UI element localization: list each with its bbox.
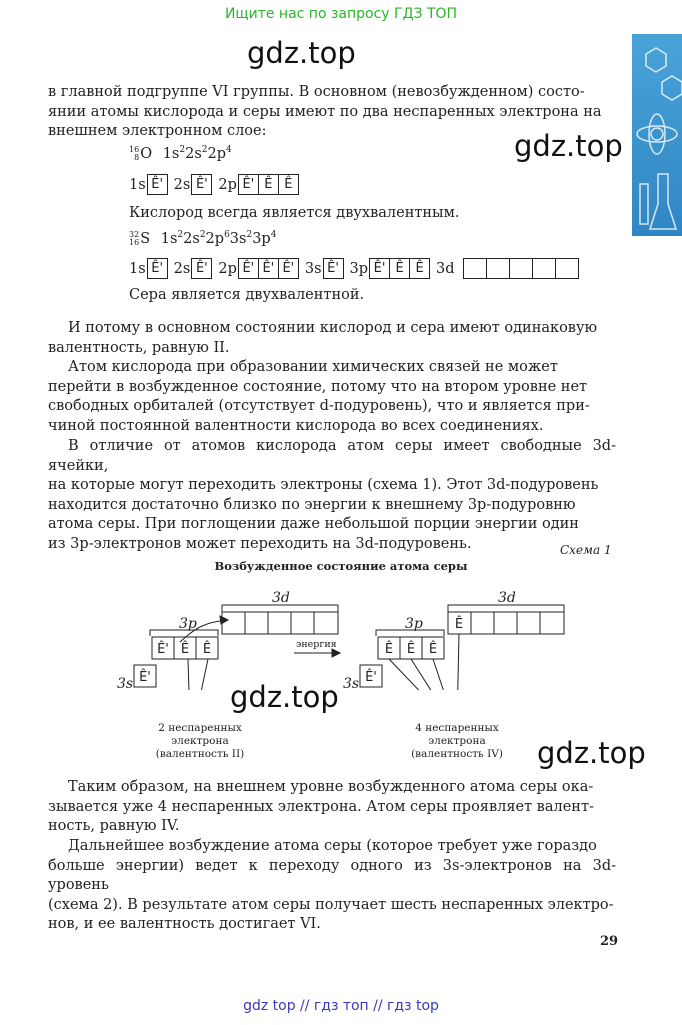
config-term: 3p — [252, 231, 271, 247]
orbital-cell: Ê' — [323, 258, 344, 279]
config-term: 2p — [207, 146, 227, 162]
note-line: (валентность II) — [155, 748, 245, 760]
paragraph — [48, 778, 616, 837]
oxygen-note: Кислород всегда является двухвалентным. — [129, 205, 460, 221]
config-exp: 2 — [199, 230, 206, 241]
scheme-cell: Ê' — [157, 642, 169, 657]
paragraph — [48, 837, 616, 935]
orbital-2s — [174, 258, 213, 279]
bracket-d-right — [448, 605, 564, 612]
orbital-cell — [509, 258, 533, 279]
orbital-label: 3d — [436, 260, 455, 277]
scheme-title: Возбужденное состояние атома серы — [214, 559, 468, 573]
page-number: 29 — [600, 934, 619, 949]
config-term: 2s — [185, 146, 202, 162]
text-line: свободных орбиталей (отсутствует d-подуровень), что и является при- — [48, 398, 590, 415]
text-line: Дальнейшее возбуждение атома серы (которое требует уже гораздо — [68, 838, 597, 854]
right-note — [392, 722, 522, 761]
orbital-cell: Ê' — [191, 258, 212, 279]
d-box-right — [448, 612, 564, 634]
orbital-label: 2p — [218, 176, 237, 193]
scheme-cell: Ê — [406, 642, 416, 657]
watermark: gdz.top — [247, 36, 356, 70]
sulfur-note: Сера является двухвалентной. — [129, 287, 365, 303]
orbital-cell: Ê' — [258, 258, 279, 279]
sulfur-symbol: S — [140, 231, 151, 247]
pointer-line — [411, 659, 453, 690]
note-line: 2 неспаренных — [158, 722, 242, 734]
text-line: внешнем электронном слое: — [48, 123, 267, 140]
text-line: нов, и ее валентность достигает VI. — [48, 916, 321, 933]
text-line: перейти в возбужденное состояние, потому что на втором уровне нет — [48, 378, 588, 395]
orbital-1s — [129, 258, 168, 279]
config-exp: 4 — [226, 145, 232, 156]
orbital-cell: Ê — [389, 258, 410, 279]
orbital-cell: Ê' — [238, 174, 259, 195]
oxygen-orbitals — [129, 174, 305, 195]
orbital-cell: Ê' — [278, 258, 299, 279]
sulfur-atomic-number: 16 — [129, 238, 140, 247]
config-exp: 2 — [246, 230, 253, 241]
text-line: В отличие от атомов кислорода атом серы имеет свободные 3d-ячейки, — [48, 438, 616, 474]
pointer-line — [188, 659, 190, 690]
orbital-label: 2p — [218, 260, 237, 277]
orbital-label: 1s — [129, 260, 146, 277]
text-line: ность, равную IV. — [48, 818, 180, 835]
orbital-cell — [555, 258, 579, 279]
orbital-label: 2s — [173, 176, 191, 193]
oxygen-atomic-number: 8 — [134, 153, 140, 162]
watermark: gdz.top — [514, 129, 623, 163]
config-term: 2p — [205, 231, 225, 247]
text-line: атома серы. При поглощении даже небольшой порции энергии один — [48, 516, 579, 533]
text-line: находится достаточно близко по энергии к внешнему 3p-подуровню — [48, 496, 576, 513]
scheme-cell: Ê — [454, 617, 464, 632]
scheme-cell: Ê — [180, 642, 190, 657]
orbital-cell — [532, 258, 556, 279]
note-line: (валентность IV) — [411, 748, 503, 760]
paragraph — [48, 358, 616, 436]
orbital-3s — [305, 258, 344, 279]
scheme-d-label-left: 3d — [272, 590, 290, 606]
text-line: в главной подгруппе VI группы. В основном (невозбужденном) состо- — [48, 84, 585, 100]
watermark: gdz.top — [537, 736, 646, 770]
text-line: Таким образом, на внешнем уровне возбужденного атома серы ока- — [68, 779, 594, 795]
orbital-cell: Ê — [409, 258, 430, 279]
orbital-cell — [463, 258, 487, 279]
pointer-line — [194, 659, 208, 690]
config-term: 3s — [229, 231, 247, 247]
scheme-cell: Ê — [384, 642, 394, 657]
orbital-cell: Ê — [278, 174, 299, 195]
note-line: электрона — [171, 735, 229, 747]
chemistry-decoration-image — [632, 34, 682, 236]
scheme-diagram — [0, 580, 682, 690]
config-exp: 6 — [224, 230, 230, 241]
text-line: валентность, равную II. — [48, 339, 230, 356]
paragraph — [48, 319, 616, 358]
config-exp: 2 — [201, 145, 208, 156]
intro-paragraph — [48, 83, 616, 142]
config-exp: 2 — [179, 145, 186, 156]
left-note — [135, 722, 265, 761]
orbital-2p — [218, 174, 299, 195]
sulfur-orbitals — [129, 258, 585, 279]
scheme-p-label-right: 3p — [405, 616, 423, 632]
paragraph — [48, 437, 616, 555]
orbital-cell: Ê — [258, 174, 279, 195]
orbital-3d — [436, 258, 579, 279]
bracket-d-left — [222, 605, 338, 612]
watermark: gdz.top — [230, 680, 339, 714]
energy-label: энергия — [296, 639, 337, 650]
text-line: на которые могут переходить электроны (схема 1). Этот 3d-подуровень — [48, 477, 599, 494]
oxygen-mass-number: 16 — [129, 145, 140, 154]
config-term: 1s — [160, 231, 178, 247]
oxygen-symbol: O — [140, 146, 153, 162]
sulfur-mass-number: 32 — [129, 230, 140, 239]
scheme-s-label-left: 3s — [117, 676, 134, 690]
config-term: 2s — [183, 231, 200, 247]
text-line: из 3p-электронов может переходить на 3d-подуровень. — [48, 535, 472, 552]
orbital-cell — [486, 258, 510, 279]
text-line: больше энергии) ведет к переходу одного из 3s-электронов на 3d-уровень — [48, 857, 616, 894]
text-line: (схема 2). В результате атом серы получает шесть неспаренных электро- — [48, 896, 614, 913]
orbital-2s — [174, 174, 213, 195]
oxygen-config — [129, 146, 232, 162]
scheme-label: Схема 1 — [560, 543, 612, 557]
orbital-cell: Ê' — [369, 258, 390, 279]
scheme-cell: Ê — [202, 642, 212, 657]
text-line: янии атомы кислорода и серы имеют по два неспаренных электрона на — [48, 103, 602, 120]
scheme-cell: Ê' — [139, 670, 151, 685]
orbital-label: 2s — [173, 260, 191, 277]
pointer-line — [457, 634, 459, 690]
orbital-cell: Ê' — [191, 174, 212, 195]
orbital-cell: Ê' — [147, 174, 168, 195]
scheme-s-label-right: 3s — [343, 676, 360, 690]
note-line: 4 неспаренных — [415, 722, 499, 734]
config-term: 1s — [162, 146, 180, 162]
scheme-p-label-left: 3p — [179, 616, 197, 632]
text-line: зывается уже 4 неспаренных электрона. Атом серы проявляет валент- — [48, 798, 594, 815]
scheme-d-label-right: 3d — [498, 590, 516, 606]
orbital-label: 3p — [349, 260, 369, 277]
orbital-3p — [350, 258, 431, 279]
pointer-line — [433, 659, 455, 690]
scheme-cell: Ê — [428, 642, 438, 657]
orbital-label: 1s — [129, 176, 146, 193]
orbital-label: 3s — [304, 260, 322, 277]
search-banner[interactable]: Ищите нас по запросу ГДЗ ТОП — [224, 6, 458, 22]
config-exp: 2 — [177, 230, 184, 241]
note-line: электрона — [428, 735, 486, 747]
text-line: Атом кислорода при образовании химических связей не может — [68, 359, 558, 375]
orbital-cell: Ê' — [147, 258, 168, 279]
d-box-left — [222, 612, 338, 634]
config-exp: 4 — [270, 230, 277, 241]
orbital-2p — [218, 258, 299, 279]
scheme-cell: Ê' — [365, 670, 377, 685]
text-line: И потому в основном состоянии кислород и сера имеют одинаковую — [68, 320, 598, 336]
footer-links[interactable]: gdz top // гдз топ // гдз top — [243, 998, 439, 1014]
sulfur-config — [129, 231, 276, 247]
orbital-cell: Ê' — [238, 258, 259, 279]
orbital-1s — [129, 174, 168, 195]
text-line: чиной постоянной валентности кислорода во всех соединениях. — [48, 417, 544, 434]
